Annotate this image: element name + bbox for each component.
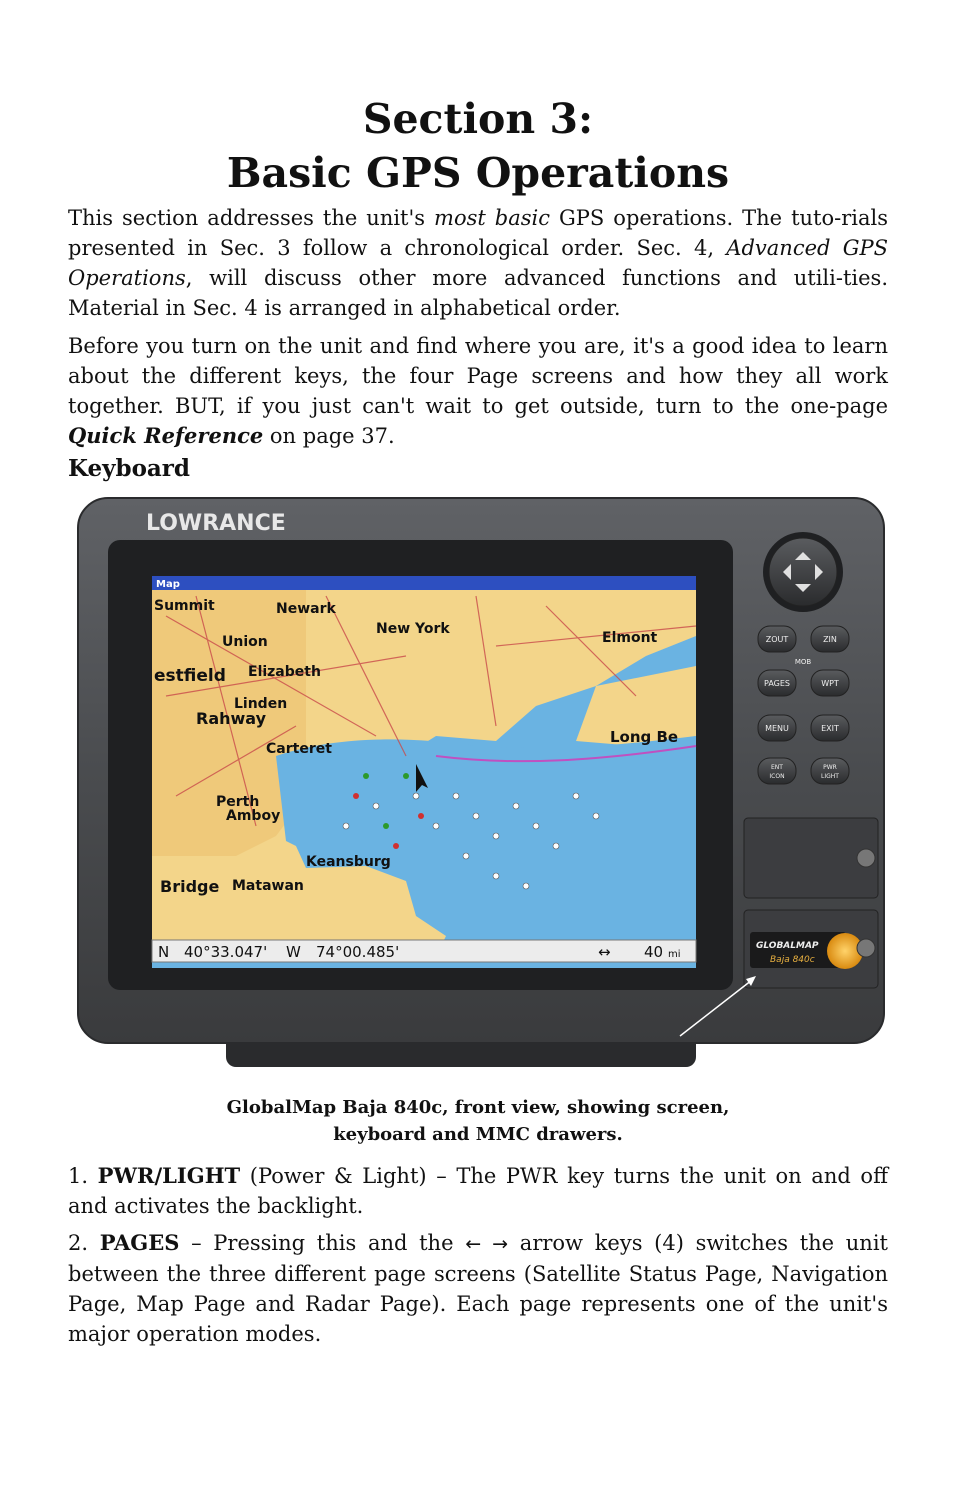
svg-text:MENU: MENU xyxy=(765,724,789,733)
svg-text:Elmont: Elmont xyxy=(602,630,658,646)
svg-text:ENT: ENT xyxy=(771,764,783,771)
svg-text:ZIN: ZIN xyxy=(823,635,837,644)
arrow-keys-glyph: ← → xyxy=(465,1233,509,1255)
svg-text:LIGHT: LIGHT xyxy=(821,773,839,780)
svg-text:PAGES: PAGES xyxy=(764,679,790,688)
svg-text:Baja 840c: Baja 840c xyxy=(770,955,815,965)
section-number: Section 3: xyxy=(362,95,594,143)
svg-text:GLOBALMAP: GLOBALMAP xyxy=(756,941,819,951)
svg-text:Summit: Summit xyxy=(154,598,215,614)
svg-text:New York: New York xyxy=(376,621,450,637)
svg-text:Keansburg: Keansburg xyxy=(306,854,391,870)
svg-text:Long Be: Long Be xyxy=(610,728,679,746)
svg-text:Union: Union xyxy=(222,634,268,650)
svg-text:Newark: Newark xyxy=(276,601,336,617)
svg-text:74°00.485': 74°00.485' xyxy=(316,943,400,961)
svg-text:mi: mi xyxy=(668,949,681,960)
svg-text:Linden: Linden xyxy=(234,696,288,712)
screen-title: Map xyxy=(156,579,180,590)
keyboard-heading: Keyboard xyxy=(68,455,191,482)
svg-text:40: 40 xyxy=(644,943,664,961)
svg-text:WPT: WPT xyxy=(821,679,839,688)
direction-pad xyxy=(763,532,843,612)
svg-text:Bridge: Bridge xyxy=(160,877,220,896)
map-screen xyxy=(152,576,696,968)
svg-text:Matawan: Matawan xyxy=(232,878,304,894)
svg-text:EXIT: EXIT xyxy=(821,724,839,733)
svg-text:ZOUT: ZOUT xyxy=(765,635,789,644)
svg-text:40°33.047': 40°33.047' xyxy=(184,943,268,961)
drawer-screw-top xyxy=(857,849,875,867)
intro-paragraph-2: Before you turn on the unit and find where you are, it's a good idea to learn about the different keys, the four Page screens and how they all work together. BUT, if you just can't wait to get outside, turn to the one-page Quick Reference on page 37. xyxy=(68,334,888,448)
device-illustration xyxy=(76,496,888,1071)
section-name: Basic GPS Operations xyxy=(226,149,730,197)
item-pages: 2. PAGES – Pressing this and the ← → arrow keys (4) switches the unit between the three different page screens (Satellite Status Page, Navigation Page, Map Page and Radar Page). Each page represents one of the unit's major operation modes. xyxy=(68,1230,888,1346)
svg-text:estfield: estfield xyxy=(154,666,226,686)
svg-text:PWR: PWR xyxy=(823,764,837,771)
intro-paragraph-1: This section addresses the unit's most basic GPS operations. The tuto-rials presented in Sec. 3 follow a chronological order. Sec. 4, Advanced GPS Operations, will discuss other more advanced functions and utili-ties. Material in Sec. 4 is arranged in alphabetical order. xyxy=(68,206,888,320)
brand-logo: LOWRANCE xyxy=(146,511,286,536)
svg-text:Carteret: Carteret xyxy=(266,741,332,757)
svg-text:W: W xyxy=(286,943,301,961)
svg-text:ICON: ICON xyxy=(769,773,785,780)
item-pwr-light: 1. PWR/LIGHT (Power & Light) – The PWR key turns the unit on and off and activates the backlight. xyxy=(68,1163,888,1218)
svg-text:Elizabeth: Elizabeth xyxy=(248,664,321,680)
screen-title-bar xyxy=(152,576,696,590)
svg-text:Amboy: Amboy xyxy=(226,808,281,824)
svg-text:MOB: MOB xyxy=(794,658,812,666)
drawer-screw-bottom xyxy=(857,939,875,957)
figure-caption: GlobalMap Baja 840c, front view, showing screen, keyboard and MMC drawers. xyxy=(226,1097,730,1145)
svg-text:N: N xyxy=(158,943,170,961)
svg-text:Perth: Perth xyxy=(216,794,260,810)
section-title xyxy=(68,92,888,200)
svg-text:↔: ↔ xyxy=(598,943,611,961)
svg-text:Rahway: Rahway xyxy=(196,709,267,728)
